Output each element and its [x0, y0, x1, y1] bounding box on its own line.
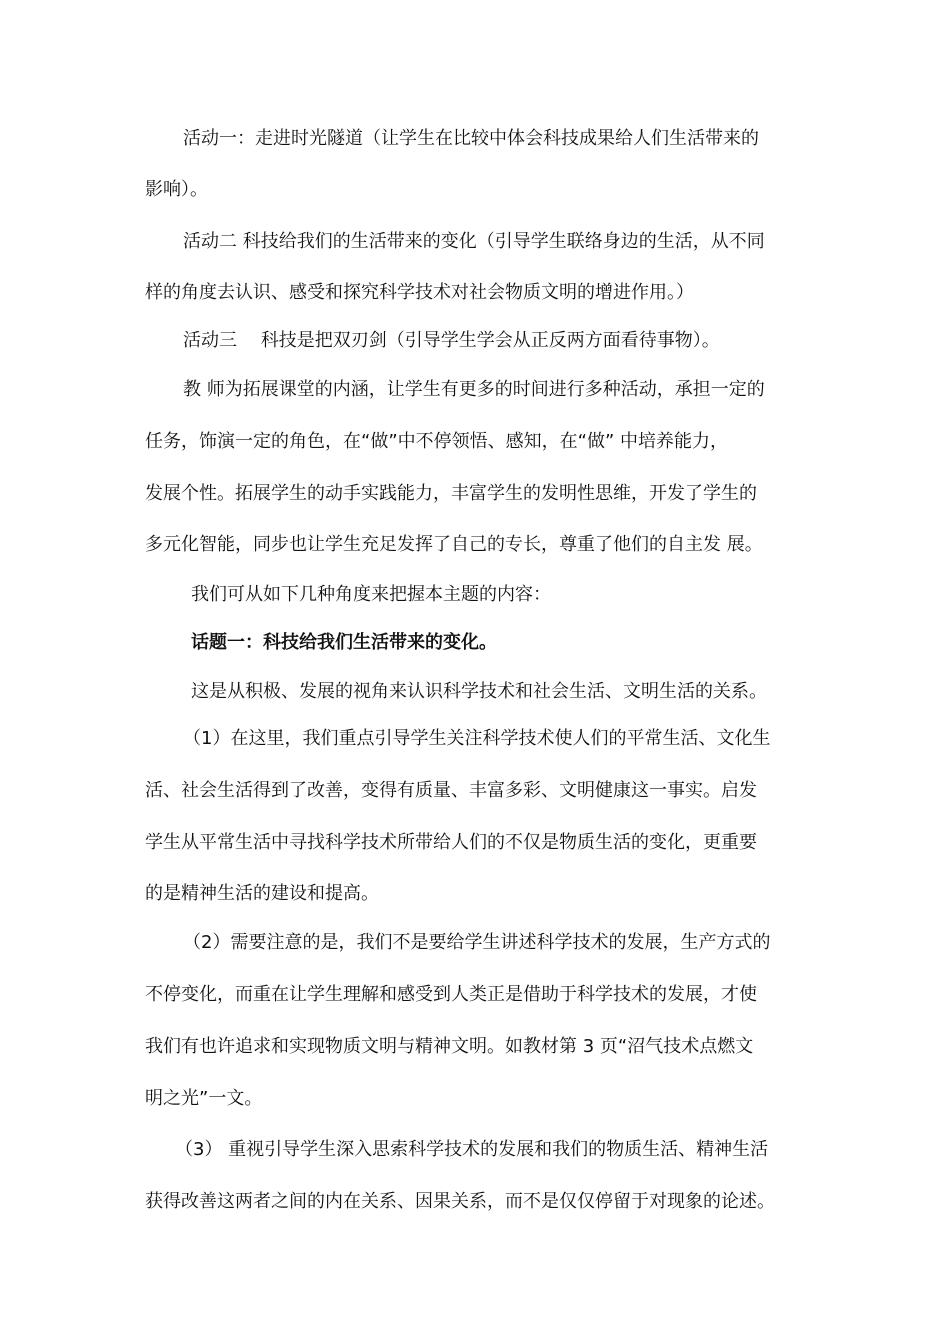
text-line: 这是从积极、发展的视角来认识科学技术和社会生活、文明生活的关系。: [191, 681, 767, 702]
text-line: （1）在这里，我们重点引导学生关注科学技术使人们的平常生活、文化生: [183, 728, 771, 749]
text-line: 不停变化，而重在让学生理解和感受到人类正是借助于科学技术的发展，才使: [145, 984, 757, 1005]
text-line: 任务，饰演一定的角色，在“做”中不停领悟、感知，在“做” 中培养能力，: [145, 431, 729, 452]
text-line: 活动一：走进时光隧道（让学生在比较中体会科技成果给人们生活带来的: [183, 128, 759, 149]
text-line: 教 师为拓展课堂的内涵，让学生有更多的时间进行多种活动，承担一定的: [183, 379, 765, 400]
text-line: 发展个性。拓展学生的动手实践能力，丰富学生的发明性思维，开发了学生的: [145, 483, 757, 504]
text-line: 活、社会生活得到了改善，变得有质量、丰富多彩、文明健康这一事实。启发: [145, 780, 757, 801]
topic-heading: 话题一：科技给我们生活带来的变化。: [191, 632, 497, 653]
text-line: 明之光”一文。: [145, 1088, 263, 1109]
text-line: 多元化智能，同步也让学生充足发挥了自己的专长，尊重了他们的自主发 展。: [145, 534, 763, 555]
text-line: 学生从平常生活中寻找科学技术所带给人们的不仅是物质生活的变化，更重要: [145, 832, 757, 853]
text-line: （2）需要注意的是，我们不是要给学生讲述科学技术的发展，生产方式的: [183, 932, 771, 953]
text-line: 的是精神生活的建设和提高。: [145, 883, 379, 904]
text-line: 活动三 科技是把双刃剑（引导学生学会从正反两方面看待事物）。: [183, 330, 720, 351]
text-line: 样的角度去认识、感受和探究科学技术对社会物质文明的增进作用。）: [145, 282, 694, 303]
text-line: 影响）。: [145, 179, 208, 200]
text-line: 我们有也许追求和实现物质文明与精神文明。如教材第 3 页“沼气技术点燃文: [145, 1036, 754, 1057]
text-line: 我们可从如下几种角度来把握本主题的内容：: [191, 584, 551, 605]
text-line: 获得改善这两者之间的内在关系、因果关系，而不是仅仅停留于对现象的论述。: [145, 1191, 775, 1212]
text-line: （3） 重视引导学生深入思索科学技术的发展和我们的物质生活、精神生活: [175, 1139, 769, 1160]
text-line: 活动二 科技给我们的生活带来的变化（引导学生联络身边的生活，从不同: [183, 231, 765, 252]
